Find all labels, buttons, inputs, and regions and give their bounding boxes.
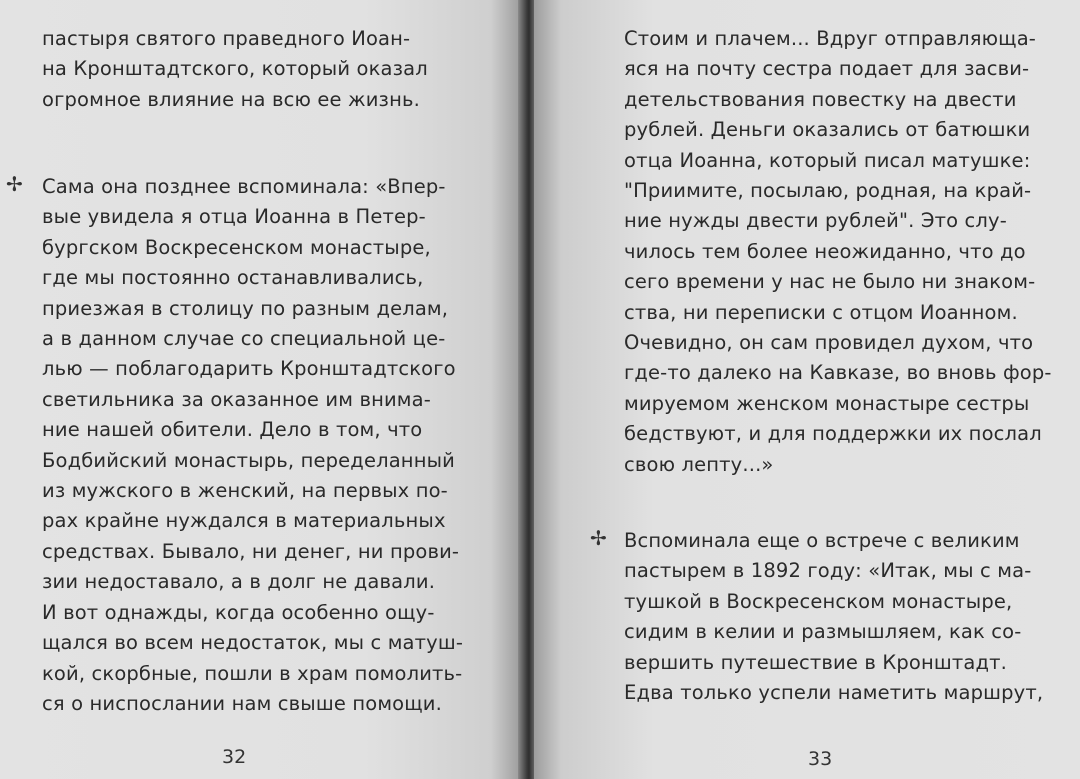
left-main-paragraph: Сама она позднее вспоминала: «Впер- вые увидела я отца Иоанна в Петер- бургском Воскресенском монастыре, где мы постоянно останавливались, приезжая в столицу по разным делам, а в данном случае со специальной це- лью — поблагодарить Кронштадтского светильника за оказанное им внима- ние нашей обители. Дело в том, что Бодбийский монастырь, переделанный из мужского в женский, на первых по- рах крайне нуждался в материальных средствах. Бывало, ни денег, ни прови- зии недоставало, а в долг не давали. И вот однажды, когда особенно ощу- щался во всем недостаток, мы с матуш- кой, скорбные, пошли в храм помолить- ся о ниспослании нам свыше помощи. xyxy=(42,175,464,715)
page-number-left: 32 xyxy=(222,746,247,768)
left-page xyxy=(0,0,522,779)
right-top-paragraph: Стоим и плачем... Вдруг отправляюща- яся на почту сестра подает для засви- детельствования повестку на двести рублей. Деньги оказались от батюшки отца Иоанна, который писал матушке: "Приимите, посылаю, родная, на край- ние нужды двести рублей". Это слу- чилось тем более неожиданно, что до сего времени у нас не было ни знаком- ства, ни переписки с отцом Иоанном. Очевидно, он сам провидел духом, что где-то далеко на Кавказе, во вновь фор- мируемом женском монастыре сестры бедствуют, и для поддержки их послал свою лепту...» xyxy=(624,27,1052,476)
right-main-paragraph: Вспоминала еще о встрече с великим пастырем в 1892 году: «Итак, мы с ма- тушкой в Воскресенском монастыре, сидим в келии и размышляем, как со- вершить путешествие в Кронштадт. Едва только успели наметить маршрут, xyxy=(624,529,1044,705)
right-page xyxy=(534,0,1080,779)
left-top-paragraph: пастыря святого праведного Иоан- на Кронштадтского, который оказал огромное влияние на всю ее жизнь. xyxy=(42,27,428,111)
cross-ornament-icon: ✢ xyxy=(6,172,23,196)
page-number-right: 33 xyxy=(808,748,833,770)
cross-ornament-icon: ✢ xyxy=(590,526,607,550)
